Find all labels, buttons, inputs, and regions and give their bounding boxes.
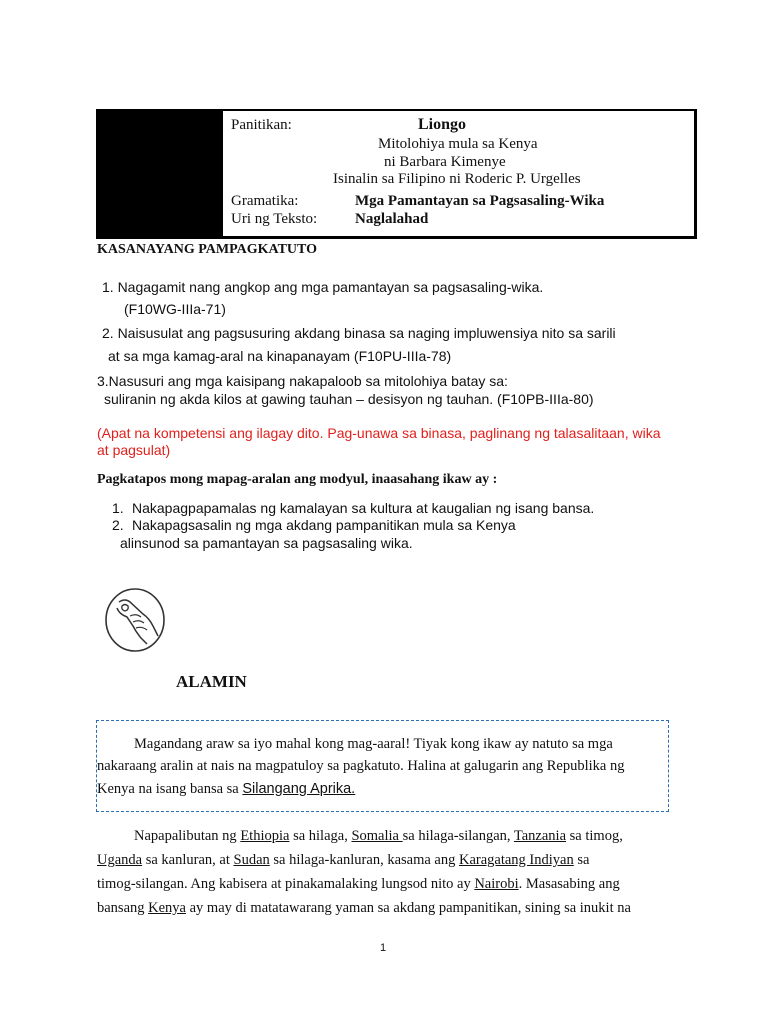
lesson-author: ni Barbara Kimenye — [384, 154, 506, 170]
greeting-line-3 — [97, 781, 355, 798]
layunin-heading: Pagkatapos mong mapag-aralan ang modyul, inaasahang ikaw ay : — [97, 472, 498, 487]
pointing-hand-icon — [103, 586, 167, 654]
greeting-line-2: nakaraang aralin at nais na magpatuloy sa pagkatuto. Halina at galugarin ang Republika ng — [97, 758, 625, 774]
karagatang-indiyan-link[interactable]: Karagatang Indiyan — [458, 852, 574, 868]
lesson-translator: Isinalin sa Filipino ni Roderic P. Urgelles — [333, 171, 581, 187]
tanzania-link[interactable]: Tanzania — [513, 828, 567, 844]
silangang-aprika-link[interactable]: Silangang Aprika. — [242, 781, 356, 797]
kenya-link[interactable]: Kenya — [148, 900, 186, 916]
para-text: . Masasabing ang — [518, 876, 620, 892]
uri-value: Naglalahad — [355, 211, 429, 227]
kasanayan-item-1: 1. Nagagamit nang angkop ang mga pamantayan sa pagsasaling-wika. — [102, 279, 544, 295]
kenya-para-line-3 — [97, 876, 620, 893]
kompetensi-note: (Apat na kompetensi ang ilagay dito. Pag-unawa sa binasa, paglinang ng talasalitaan, wika — [97, 425, 661, 441]
page-number: 1 — [380, 942, 387, 954]
para-text: ay may di matatawarang yaman sa akdang pampanitikan, sining sa inukit na — [185, 900, 631, 916]
para-text: sa — [573, 852, 590, 868]
gramatika-value: Mga Pamantayan sa Pagsasaling-Wika — [355, 193, 605, 209]
header-black-block — [96, 109, 223, 239]
para-text: sa hilaga-silangan, — [402, 828, 514, 844]
layunin-item-2-num: 2. — [112, 517, 124, 533]
kasanayan-item-3: 3.Nasusuri ang mga kaisipang nakapaloob sa mitolohiya batay sa: — [97, 373, 508, 389]
kenya-para-line-1 — [134, 828, 623, 845]
para-text: sa hilaga-kanluran, kasama ang — [269, 852, 459, 868]
alamin-heading: ALAMIN — [176, 672, 247, 691]
para-text: sa hilaga, — [289, 828, 352, 844]
nairobi-link[interactable]: Nairobi — [474, 876, 519, 892]
kasanayan-item-2-code: at sa mga kamag-aral na kinapanayam (F10PU-IIIa-78) — [108, 348, 452, 364]
uganda-link[interactable]: Uganda — [97, 852, 143, 868]
gramatika-label: Gramatika: — [231, 193, 299, 209]
kompetensi-note-cont: at pagsulat) — [97, 442, 171, 458]
kasanayan-heading: KASANAYANG PAMPAGKATUTO — [97, 242, 318, 257]
greeting-line-3-text: Kenya na isang bansa sa — [97, 781, 243, 797]
para-text: sa kanluran, at — [142, 852, 234, 868]
lesson-subtitle: Mitolohiya mula sa Kenya — [378, 136, 538, 152]
ethiopia-link[interactable]: Ethiopia — [240, 828, 290, 844]
layunin-item-1-num: 1. — [112, 500, 124, 516]
somalia-link[interactable]: Somalia — [351, 828, 403, 844]
layunin-item-1: Nakapagpapamalas ng kamalayan sa kultura at kaugalian ng isang bansa. — [132, 500, 595, 516]
kasanayan-item-3-code: suliranin ng akda kilos at gawing tauhan – desisyon ng tauhan. (F10PB-IIIa-80) — [104, 391, 594, 407]
lesson-title: Liongo — [418, 116, 467, 133]
kasanayan-item-1-code: (F10WG-IIIa-71) — [124, 301, 226, 317]
para-text: bansang — [97, 900, 149, 916]
kenya-para-line-4 — [97, 900, 631, 917]
sudan-link[interactable]: Sudan — [233, 852, 270, 868]
layunin-item-2: Nakapagsasalin ng mga akdang pampanitikan mula sa Kenya — [132, 517, 516, 533]
para-text: Napapalibutan ng — [134, 828, 241, 844]
para-text: sa timog, — [566, 828, 623, 844]
para-text: timog-silangan. Ang kabisera at pinakamalaking lungsod nito ay — [97, 876, 475, 892]
greeting-line-1: Magandang araw sa iyo mahal kong mag-aaral! Tiyak kong ikaw ay natuto sa mga — [134, 736, 613, 752]
layunin-item-2-cont: alinsunod sa pamantayan sa pagsasaling wika. — [120, 535, 413, 551]
uri-label: Uri ng Teksto: — [231, 211, 318, 227]
kenya-para-line-2 — [97, 852, 589, 869]
kasanayan-item-2: 2. Naisusulat ang pagsusuring akdang binasa sa naging impluwensiya nito sa sarili — [102, 325, 616, 341]
panitikan-label: Panitikan: — [231, 117, 292, 133]
